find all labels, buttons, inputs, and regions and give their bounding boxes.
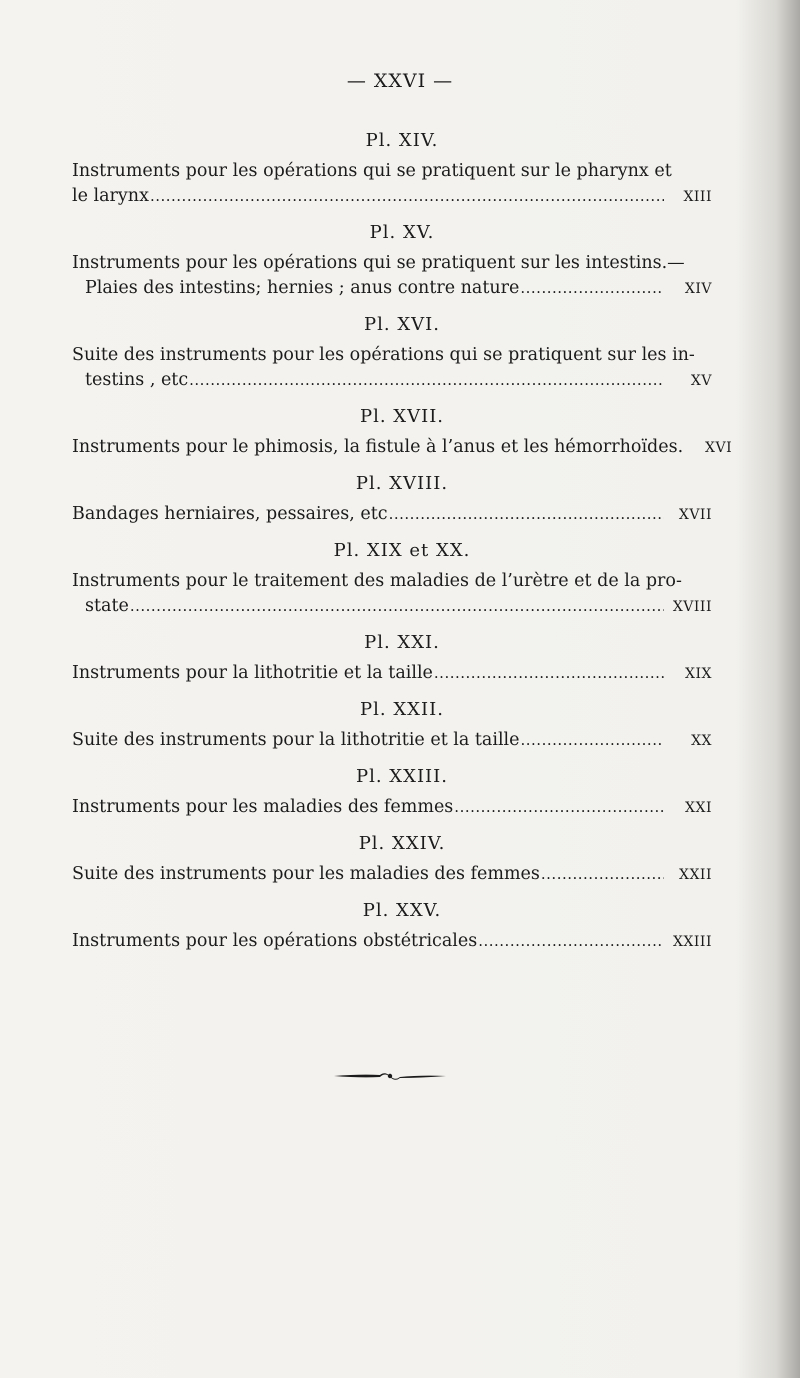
toc-entry-group [72, 900, 712, 955]
entry-text: Suite des instruments pour les maladies des femmes [72, 864, 540, 884]
entry-page: XIV [684, 281, 712, 297]
toc-entry [72, 502, 712, 528]
entry-text-line: Suite des instruments pour les opérations qui se pratiquent sur les in- [72, 345, 695, 365]
dot-leader [189, 368, 664, 393]
dot-leader [521, 728, 665, 753]
toc-entry-group [72, 222, 712, 302]
toc-entry [72, 929, 712, 955]
toc-entry-group [72, 130, 712, 210]
toc-entry-group [72, 766, 712, 821]
entry-text-line: Instruments pour le traitement des maladies de l’urètre et de la pro- [72, 571, 682, 591]
plate-heading: Pl. XVIII. [355, 473, 449, 494]
entry-text: Bandages herniaires, pessaires, etc [72, 504, 388, 524]
plate-heading: Pl. XXIII. [356, 766, 448, 787]
toc-entry-group [72, 314, 712, 394]
entry-page: XXI [685, 800, 712, 816]
plate-heading: Pl. XXIV. [358, 833, 446, 854]
toc-entry-group [72, 406, 733, 461]
entry-last-line [72, 661, 712, 687]
plate-heading: Pl. XXI. [364, 632, 440, 653]
dot-leader [541, 862, 664, 887]
table-of-contents [72, 130, 733, 967]
dot-leader [130, 594, 664, 619]
entry-last-line [72, 728, 712, 754]
toc-entry [72, 343, 712, 394]
entry-page: XVI [705, 440, 733, 456]
entry-page: XXII [679, 867, 712, 883]
toc-entry [72, 435, 733, 461]
toc-entry [72, 159, 712, 210]
dot-leader [478, 929, 664, 954]
entry-text: Instruments pour les opérations obstétricales [72, 931, 478, 951]
toc-entry [72, 862, 712, 888]
dot-leader [454, 795, 664, 820]
entry-last-line [72, 276, 712, 302]
toc-entry [72, 569, 712, 620]
entry-page: XX [691, 733, 712, 749]
entry-text: testins , etc [85, 370, 189, 390]
entry-last-line [72, 502, 712, 528]
decorative-rule-icon [330, 1066, 450, 1086]
dot-leader [150, 184, 664, 209]
toc-entry [72, 795, 712, 821]
entry-text: Suite des instruments pour la lithotritie et la taille [72, 730, 520, 750]
entry-page: XVIII [672, 599, 712, 615]
entry-page: XIII [683, 189, 712, 205]
entry-last-line [72, 929, 712, 955]
entry-text: Instruments pour le phimosis, la fistule à l’anus et les hémorrhoïdes. [72, 437, 684, 457]
entry-last-line [72, 862, 712, 888]
toc-entry [72, 661, 712, 687]
entry-text: state [85, 596, 129, 616]
plate-heading: Pl. XV. [369, 222, 435, 243]
entry-page: XXIII [672, 934, 712, 950]
toc-entry-group [72, 699, 712, 754]
entry-page: XV [690, 373, 712, 389]
plate-heading: Pl. XVI. [364, 314, 440, 335]
entry-last-line [72, 368, 712, 394]
plate-heading: Pl. XXV. [362, 900, 442, 921]
plate-heading: Pl. XXII. [360, 699, 444, 720]
toc-entry [72, 728, 712, 754]
entry-text-line: Instruments pour les opérations qui se pratiquent sur le pharynx et [72, 161, 672, 181]
toc-entry-group [72, 833, 712, 888]
toc-entry-group [72, 540, 712, 620]
entry-last-line [72, 795, 712, 821]
toc-entry-group [72, 473, 712, 528]
dot-leader [434, 661, 664, 686]
entry-text-line: Instruments pour les opérations qui se pratiquent sur les intestins.— [72, 253, 685, 273]
plate-heading: Pl. XIV. [365, 130, 439, 151]
toc-entry [72, 251, 712, 302]
entry-text: Instruments pour les maladies des femmes [72, 797, 454, 817]
page-number: — XXVI — [346, 70, 454, 92]
entry-page: XVII [678, 507, 712, 523]
entry-page: XIX [685, 666, 712, 682]
entry-last-line [72, 435, 733, 461]
entry-last-line [72, 594, 712, 620]
dot-leader [520, 276, 664, 301]
entry-text: Plaies des intestins; hernies ; anus contre nature [85, 278, 520, 298]
entry-text: Instruments pour la lithotritie et la taille [72, 663, 433, 683]
plate-heading: Pl. XVII. [359, 406, 445, 427]
dot-leader [389, 502, 664, 527]
plate-heading: Pl. XIX et XX. [333, 540, 471, 561]
entry-text: le larynx [72, 186, 149, 206]
entry-last-line [72, 184, 712, 210]
toc-entry-group [72, 632, 712, 687]
